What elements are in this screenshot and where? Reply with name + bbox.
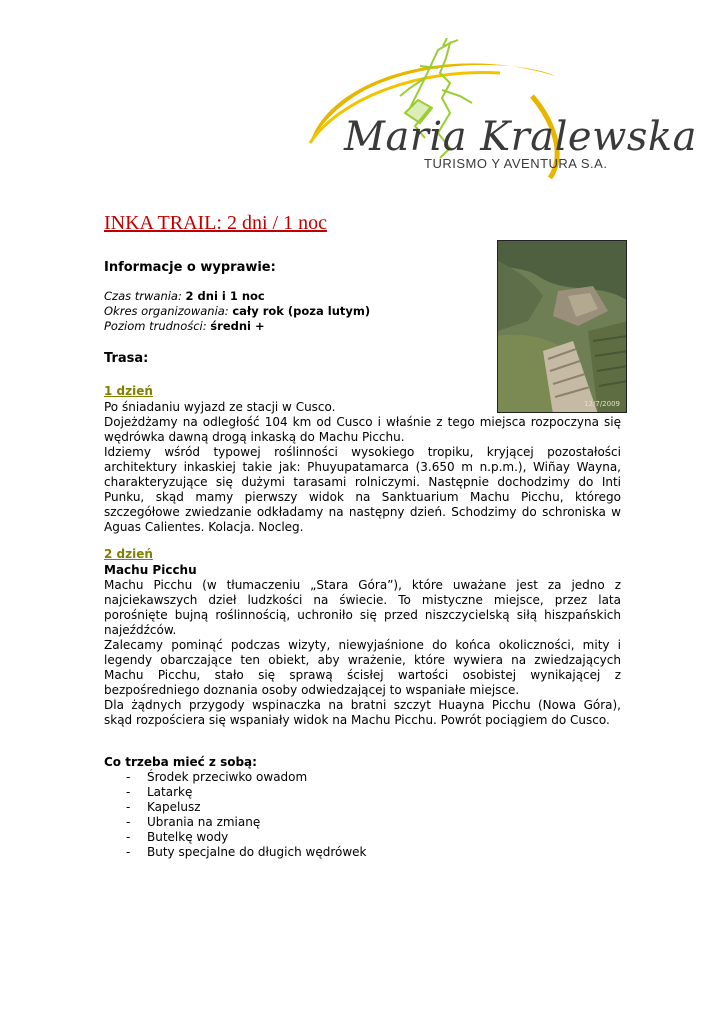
list-item-text: Ubrania na zmianę	[147, 815, 261, 829]
day2-line: Dla żądnych przygody wspinaczka na bratni szczyt Huayna Picchu (Nowa Góra),	[104, 698, 621, 712]
trail-photo	[497, 240, 627, 413]
day2-line: skąd rozpościera się wspaniały widok na Machu Picchu. Powrót pociągiem do Cusco.	[104, 713, 610, 727]
day2-line: Machu Picchu, stało się sprawą ścisłej wartości osobistej wynikającej z	[104, 668, 621, 682]
trip-info	[104, 289, 370, 334]
day1-line: Po śniadaniu wyjazd ze stacji w Cusco.	[104, 400, 336, 414]
day1-line: Punku, skąd mamy pierwszy widok na Sanktuarium Machu Picchu, którego	[104, 490, 621, 504]
list-item: - Butelkę wody	[126, 830, 229, 844]
day1-label: 1 dzień	[104, 384, 153, 398]
list-item: - Buty specjalne do długich wędrówek	[126, 845, 367, 859]
day2-subtitle: Machu Picchu	[104, 563, 197, 577]
day2-line: najeźdźców.	[104, 623, 177, 637]
difficulty-row	[104, 319, 370, 334]
list-item-text: Środek przeciwko owadom	[147, 770, 308, 784]
photo-date-stamp: 12/7/2009	[584, 400, 620, 408]
day1-line: Dojeżdżamy na odległość 104 km od Cusco i właśnie z tego miejsca rozpoczyna się	[104, 415, 621, 429]
season-label: Okres organizowania:	[104, 304, 229, 318]
day1-line: szczegółowe zwiedzanie odkładamy na następny dzień. Schodzimy do schroniska w	[104, 505, 621, 519]
brand-logo	[300, 38, 697, 188]
season-row	[104, 304, 370, 319]
route-heading: Trasa:	[104, 351, 149, 366]
day2-line: Machu Picchu (w tłumaczeniu „Stara Góra”), które uważane jest za jedno z	[104, 578, 621, 592]
list-item-text: Kapelusz	[147, 800, 201, 814]
list-item: - Latarkę	[126, 785, 193, 799]
day1-line: Idziemy wśród typowej roślinności wysokiego tropiku, kryjącej pozostałości	[104, 445, 621, 459]
list-item: - Ubrania na zmianę	[126, 815, 261, 829]
day2-line: legendy obarczające ten obiekt, aby wrażenie, które wywiera na zwiedzających	[104, 653, 621, 667]
difficulty-label: Poziom trudności:	[104, 319, 207, 333]
day2-line: najciekawszych dzieł ludzkości na świecie. To mistyczne miejsce, przez lata	[104, 593, 621, 607]
packing-heading: Co trzeba mieć z sobą:	[104, 755, 257, 769]
day1-line: architektury inkaskiej takie jak: Phuyupatamarca (3.650 m n.p.m.), Wiñay Wayna,	[104, 460, 621, 474]
day2-description	[104, 563, 621, 728]
list-item-text: Latarkę	[147, 785, 193, 799]
brand-tagline: TURISMO Y AVENTURA S.A.	[424, 156, 608, 171]
duration-label: Czas trwania:	[104, 289, 182, 303]
day1-line: wędrówka dawną drogą inkaską do Machu Picchu.	[104, 430, 405, 444]
page-title: INKA TRAIL: 2 dni / 1 noc	[104, 212, 327, 234]
day2-line: bezpośredniego doznania osoby odwiedzającej to wspaniałe miejsce.	[104, 683, 520, 697]
info-heading: Informacje o wyprawie:	[104, 260, 276, 275]
season-value: cały rok (poza lutym)	[232, 304, 371, 318]
duration-row	[104, 289, 370, 304]
day1-line: Aguas Calientes. Kolacja. Nocleg.	[104, 520, 304, 534]
day2-line: porośnięte bujną roślinnością, uchroniło się przed niszczycielską siłą hiszpańskich	[104, 608, 621, 622]
packing-list	[104, 755, 367, 860]
list-item-text: Butelkę wody	[147, 830, 229, 844]
day2-line: Zalecamy pominąć podczas wizyty, niewyjaśnione do końca okoliczności, mity i	[104, 638, 621, 652]
day1-description	[104, 400, 621, 535]
machu-picchu-photo-icon	[498, 241, 627, 413]
brand-name: Maria Kralewska	[344, 114, 697, 160]
day2-label: 2 dzień	[104, 547, 153, 561]
list-item-text: Buty specjalne do długich wędrówek	[147, 845, 367, 859]
list-item: - Środek przeciwko owadom	[126, 770, 308, 784]
day1-line: charakteryzujące się dużymi tarasami rolniczymi. Następnie dochodzimy do Inti	[104, 475, 621, 489]
list-item: - Kapelusz	[126, 800, 201, 814]
duration-value: 2 dni i 1 noc	[185, 289, 265, 303]
difficulty-value: średni +	[210, 319, 265, 333]
